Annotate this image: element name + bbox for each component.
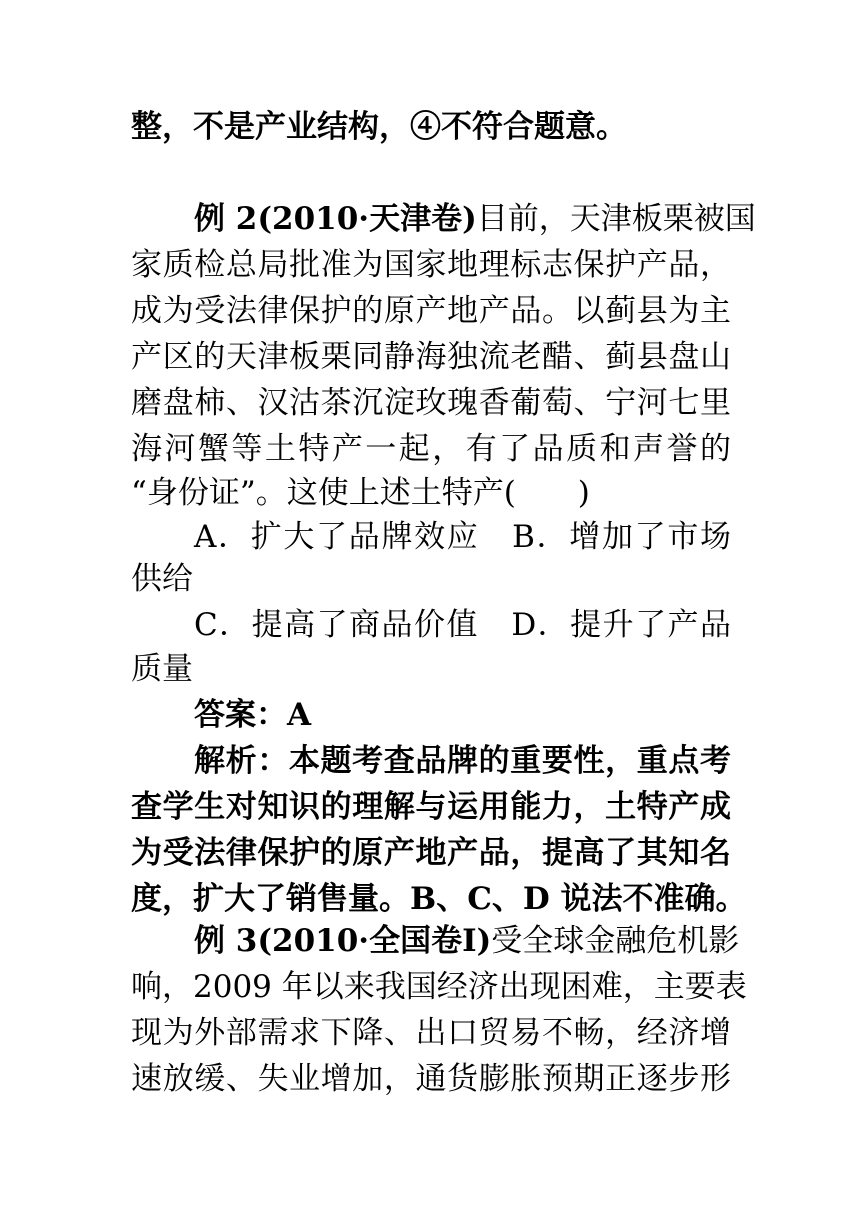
option-b-text-cont: 供给 — [131, 561, 193, 597]
example-2-line-4 — [131, 334, 731, 380]
example-2-line-2 — [131, 242, 731, 288]
analysis-line-1 — [194, 738, 731, 784]
option-d-text-cont: 质量 — [131, 651, 193, 687]
option-a-b-text: A．扩大了品牌效应 B．增加了市场 — [194, 519, 731, 555]
option-b-continued — [131, 556, 731, 602]
answer-value: A — [287, 697, 312, 733]
answer-line — [194, 692, 731, 738]
example-3-label: 例 3(2010·全国卷Ⅰ) — [194, 923, 492, 959]
example-2-text-3: 成为受法律保护的原产地产品。以蓟县为主 — [131, 293, 731, 329]
example-3-text-2: 响，2009 年以来我国经济出现困难，主要表 — [131, 969, 747, 1005]
example-2-question-stem: “身份证”。这使上述土特产( ) — [131, 475, 590, 511]
example-3-text-4: 速放缓、失业增加，通货膨胀预期正逐步形 — [131, 1061, 731, 1097]
example-2-text-2: 家质检总局批准为国家地理标志保护产品， — [131, 247, 731, 283]
example-2-text-5: 磨盘柿、汉沽茶沉淀玫瑰香葡萄、宁河七里 — [131, 385, 731, 421]
example-3-text-3: 现为外部需求下降、出口贸易不畅，经济增 — [131, 1015, 731, 1051]
example-3-text: 受全球金融危机影 — [491, 923, 740, 959]
answer-label: 答案： — [194, 697, 287, 733]
example-3-line-2 — [131, 964, 747, 1010]
example-2-text: 目前，天津板栗被国 — [476, 201, 756, 237]
example-3-line-4 — [131, 1056, 731, 1102]
analysis-text-3: 为受法律保护的原产地产品，提高了其知名 — [131, 835, 731, 871]
analysis-text-4: 度，扩大了销售量。B、C、D 说法不准确。 — [131, 881, 747, 917]
example-2-line-5 — [131, 380, 731, 426]
example-3-line-3 — [131, 1010, 731, 1056]
analysis-label: 解析： — [194, 743, 289, 779]
text-line-1 — [131, 104, 731, 150]
option-c-d-text: C．提高了商品价值 D．提升了产品 — [194, 607, 731, 643]
analysis-line-3 — [131, 830, 731, 876]
options-c-d — [194, 602, 731, 648]
options-a-b — [194, 514, 731, 560]
example-2-label: 例 2(2010·天津卷) — [194, 201, 477, 237]
example-3-line-1 — [194, 918, 740, 964]
example-2-text-4: 产区的天津板栗同静海独流老醋、蓟县盘山 — [131, 339, 731, 375]
previous-analysis-end: 整，不是产业结构，④不符合题意。 — [131, 109, 627, 145]
example-2-line-6 — [131, 426, 731, 472]
example-2-line-3 — [131, 288, 731, 334]
example-2-text-6: 海河蟹等土特产一起，有了品质和声誉的 — [131, 431, 731, 467]
option-d-continued — [131, 646, 731, 692]
analysis-text-2: 查学生对知识的理解与运用能力，土特产成 — [131, 789, 731, 825]
analysis-line-4 — [131, 876, 747, 922]
analysis-line-2 — [131, 784, 731, 830]
example-2-line-7 — [131, 470, 731, 516]
analysis-text: 本题考查品牌的重要性，重点考 — [288, 743, 731, 779]
example-2-line-1 — [194, 196, 756, 242]
